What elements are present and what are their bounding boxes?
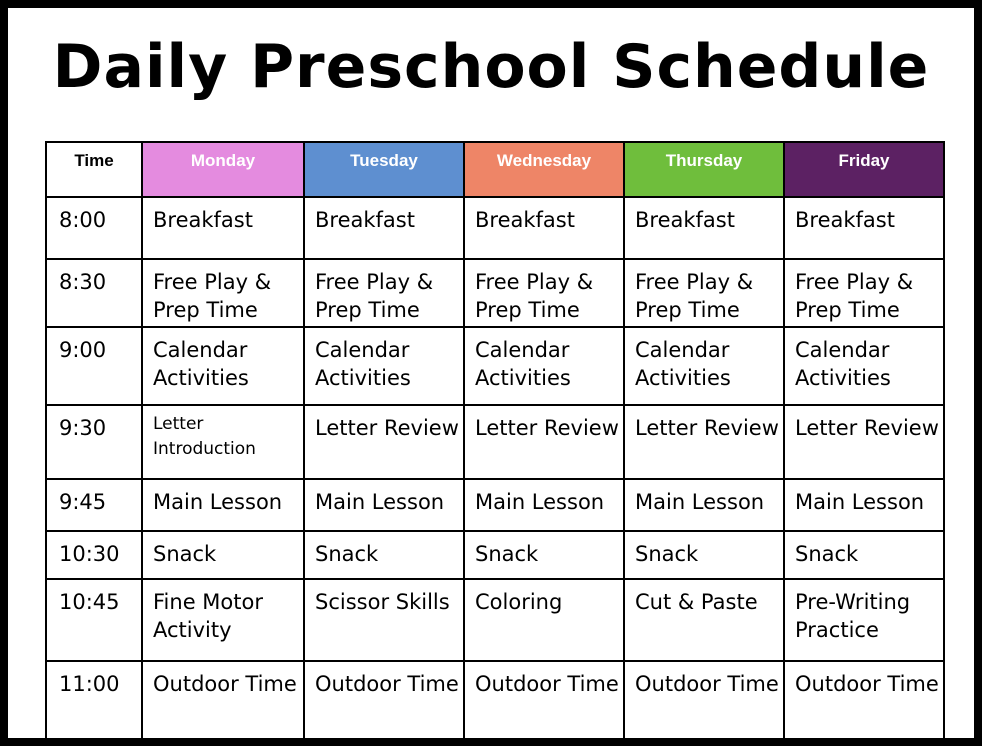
activity-cell: Outdoor Time [304,661,464,739]
activity-cell: Free Play & Prep Time [304,259,464,327]
activity-cell: Letter Review [624,405,784,479]
activity-cell: Outdoor Time [142,661,304,739]
time-cell: 8:30 [46,259,142,327]
activity-cell: Letter Review [304,405,464,479]
activity-cell: Snack [624,531,784,579]
activity-cell: Cut & Paste [624,579,784,661]
activity-cell: Letter Review [464,405,624,479]
activity-cell: Snack [142,531,304,579]
time-cell: 10:30 [46,531,142,579]
time-cell: 9:45 [46,479,142,531]
activity-cell: Calendar Activities [304,327,464,405]
activity-cell: Snack [464,531,624,579]
time-cell: 11:00 [46,661,142,739]
activity-cell: Calendar Activities [624,327,784,405]
activity-cell: Breakfast [304,197,464,259]
table-row [46,197,944,259]
schedule-table [45,141,945,740]
activity-cell: Calendar Activities [784,327,944,405]
activity-cell: Free Play & Prep Time [464,259,624,327]
activity-cell: Main Lesson [304,479,464,531]
header-wednesday: Wednesday [464,142,624,197]
activity-cell: Pre-Writing Practice [784,579,944,661]
header-time: Time [46,142,142,197]
activity-cell: Coloring [464,579,624,661]
activity-cell: Snack [784,531,944,579]
table-row [46,259,944,327]
activity-cell: Calendar Activities [142,327,304,405]
activity-cell: Snack [304,531,464,579]
header-friday: Friday [784,142,944,197]
activity-cell: Main Lesson [142,479,304,531]
header-tuesday: Tuesday [304,142,464,197]
activity-cell: Outdoor Time [464,661,624,739]
table-row [46,531,944,579]
activity-cell: Fine Motor Activity [142,579,304,661]
header-row [46,142,944,197]
activity-cell: Calendar Activities [464,327,624,405]
activity-cell: Outdoor Time [784,661,944,739]
table-row [46,327,944,405]
activity-cell: Free Play & Prep Time [142,259,304,327]
table-row [46,479,944,531]
activity-cell: Free Play & Prep Time [784,259,944,327]
time-cell: 9:00 [46,327,142,405]
table-row [46,661,944,739]
table-row [46,579,944,661]
activity-cell: Letter Introduction [142,405,304,479]
activity-cell: Letter Review [784,405,944,479]
header-thursday: Thursday [624,142,784,197]
activity-cell: Main Lesson [464,479,624,531]
activity-cell: Breakfast [784,197,944,259]
table-row [46,405,944,479]
activity-cell: Main Lesson [624,479,784,531]
activity-cell: Scissor Skills [304,579,464,661]
activity-cell: Breakfast [142,197,304,259]
page-title: Daily Preschool Schedule [52,32,930,102]
activity-cell: Outdoor Time [624,661,784,739]
time-cell: 10:45 [46,579,142,661]
time-cell: 9:30 [46,405,142,479]
activity-cell: Free Play & Prep Time [624,259,784,327]
header-monday: Monday [142,142,304,197]
activity-cell: Breakfast [624,197,784,259]
time-cell: 8:00 [46,197,142,259]
activity-cell: Main Lesson [784,479,944,531]
activity-cell: Breakfast [464,197,624,259]
